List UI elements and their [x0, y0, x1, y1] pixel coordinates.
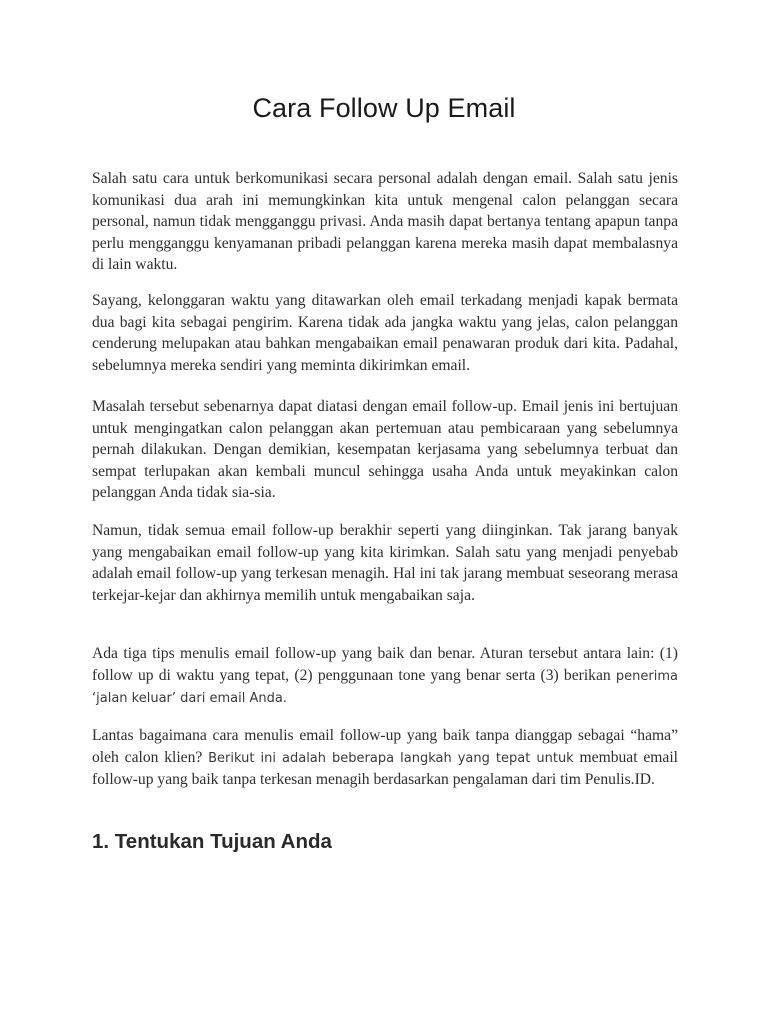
- paragraph-question-tail: Berikut ini adalah beberapa langkah yang tepat untuk: [208, 750, 574, 766]
- document-title: Cara Follow Up Email: [252, 93, 516, 123]
- paragraph-question-main: Lantas bagaimana cara menulis email follow-up yang baik tanpa dianggap sebagai “hama” oleh calon klien?: [92, 727, 678, 766]
- paragraph-tips: [92, 643, 678, 710]
- paragraph-intro: Salah satu cara untuk berkomunikasi secara personal adalah dengan email. Salah satu jenis komunikasi dua arah ini memungkinkan kita untuk mengenal calon pelanggan secara personal, namun tidak mengganggu privasi. Anda masih dapat bertanya tentang apapun tanpa perlu mengganggu kenyamanan pribadi pelanggan karena mereka masih dapat membalasnya di lain waktu.: [92, 170, 678, 274]
- paragraph-tips-main: Ada tiga tips menulis email follow-up yang baik dan benar. Aturan tersebut antara lain: (1) follow up di waktu yang tepat, (2) penggunaan tone yang benar serta (3) berikan: [92, 645, 678, 684]
- paragraph-question: [92, 725, 678, 791]
- paragraph-drawback: Sayang, kelonggaran waktu yang ditawarkan oleh email terkadang menjadi kapak bermata dua bagi kita sebagai pengirim. Karena tidak ada jangka waktu yang jelas, calon pelanggan cenderung melupakan atau bahkan mengabaikan email penawaran produk dari kita. Padahal, sebelumnya mereka sendiri yang meminta dikirimkan email.: [92, 292, 678, 374]
- section-heading: 1. Tentukan Tujuan Anda: [92, 830, 332, 853]
- paragraph-question-end: membuat email follow-up yang baik tanpa terkesan menagih berdasarkan pengalaman dari tim Penulis.ID.: [92, 748, 678, 789]
- paragraph-solution: Masalah tersebut sebenarnya dapat diatasi dengan email follow-up. Email jenis ini bertujuan untuk mengingatkan calon pelanggan akan pertemuan atau pembicaraan yang sebelumnya pernah dilakukan. Dengan demikian, kesempatan kerjasama yang sebelumnya terbuat dan sempat terlupakan akan kembali muncul sehingga usaha Anda untuk meyakinkan calon pelanggan Anda tidak sia-sia.: [92, 398, 678, 502]
- paragraph-tips-tail: penerima ‘jalan keluar’ dari email Anda.: [92, 668, 678, 707]
- paragraph-problem: Namun, tidak semua email follow-up berakhir seperti yang diinginkan. Tak jarang banyak yang mengabaikan email follow-up yang kita kirimkan. Salah satu yang menjadi penyebab adalah email follow-up yang terkesan menagih. Hal ini tak jarang membuat seseorang merasa terkejar-kejar dan akhirnya memilih untuk mengabaikan saja.: [92, 522, 678, 604]
